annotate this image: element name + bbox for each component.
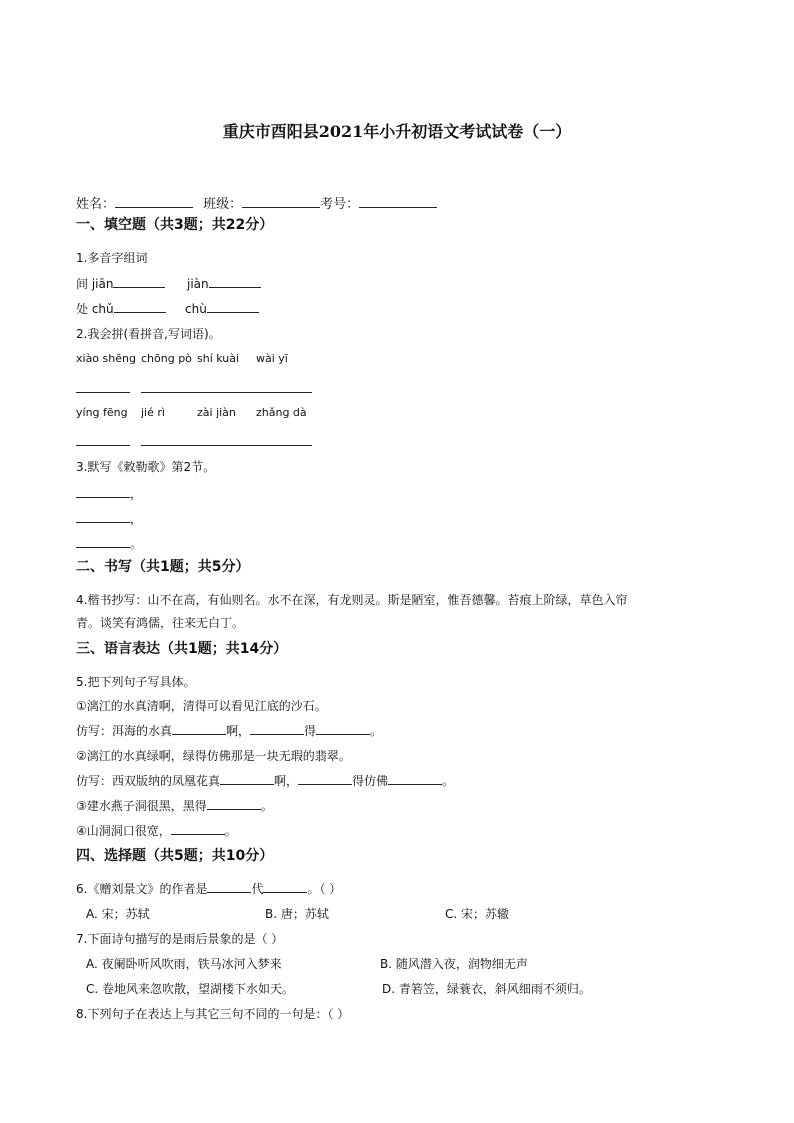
imitate-1-d: 。	[370, 724, 383, 738]
imitate-2-d: 。	[442, 774, 455, 788]
imitate-2-b: 啊，	[274, 774, 299, 788]
q2-pinyin-3: shí kuài	[197, 352, 240, 365]
imitate-blank[interactable]	[388, 772, 442, 785]
class-blank[interactable]	[242, 195, 320, 208]
q1-blank[interactable]	[114, 300, 166, 313]
q5-imitate-1	[76, 722, 382, 739]
sentence-4-a: ④山洞洞口很宽，	[76, 824, 171, 838]
imitate-1-c: 得	[304, 724, 317, 738]
q3-end-2: ，	[130, 512, 143, 526]
section-3-title: 三、语言表达（共1题；共14分）	[76, 641, 288, 657]
section-1-title: 一、填空题（共3题；共22分）	[76, 217, 274, 233]
q3-line-1	[76, 485, 142, 502]
sentence-blank[interactable]	[171, 822, 225, 835]
q5-imitate-2	[76, 772, 454, 789]
q5-sentence-4	[76, 822, 237, 839]
q2-answer-line[interactable]	[141, 445, 312, 446]
page-title: 重庆市酉阳县2021年小升初语文考试试卷（一）	[222, 122, 572, 141]
imitate-blank[interactable]	[220, 772, 274, 785]
q2-pinyin-5: yíng fēng	[76, 406, 128, 419]
imitate-blank[interactable]	[316, 722, 370, 735]
q7-text: 7.下面诗句描写的是雨后景象的是（ ）	[76, 932, 284, 946]
q1-row2-b	[185, 300, 259, 316]
q5-text: 5.把下列句子写具体。	[76, 675, 196, 689]
q1-blank[interactable]	[209, 275, 261, 288]
q6-blank[interactable]	[207, 880, 251, 893]
q1-blank[interactable]	[113, 275, 165, 288]
q6-option-c[interactable]: C. 宋；苏辙	[445, 907, 510, 921]
exam-no-label: 考号：	[320, 197, 360, 212]
q2-pinyin-6: jié rì	[141, 406, 165, 419]
imitate-blank[interactable]	[298, 772, 352, 785]
q6-c: 。（ ）	[307, 882, 342, 896]
imitate-1-b: 啊，	[226, 724, 251, 738]
q5-sentence-3	[76, 797, 273, 814]
q6-a: 6.《赠刘景文》的作者是	[76, 882, 208, 896]
q1-row1-b	[187, 275, 261, 291]
imitate-2-a: 仿写：西双版纳的凤凰花真	[76, 774, 221, 788]
q1-row1-a	[76, 275, 165, 292]
imitate-blank[interactable]	[250, 722, 304, 735]
q1-row1-a-label: 间 jiān	[76, 277, 114, 291]
q3-blank[interactable]	[76, 510, 130, 523]
q8-text: 8.下列句子在表达上与其它三句不同的一句是：（ ）	[76, 1007, 350, 1021]
q2-pinyin-2: chōng pò	[141, 352, 192, 365]
q2-text: 2.我会拼(看拼音,写词语)。	[76, 327, 221, 341]
sentence-blank[interactable]	[207, 797, 261, 810]
imitate-1-a: 仿写：洱海的水真	[76, 724, 173, 738]
q6-b: 代	[251, 882, 264, 896]
q2-pinyin-7: zài jiàn	[197, 406, 236, 419]
name-blank[interactable]	[115, 195, 193, 208]
q1-row2-a	[76, 300, 166, 317]
section-4-title: 四、选择题（共5题；共10分）	[76, 848, 274, 864]
q2-pinyin-8: zhǎng dà	[256, 406, 307, 419]
q2-pinyin-4: wài yī	[256, 352, 288, 365]
sentence-3-a: ③建水燕子洞很黑，黑得	[76, 799, 207, 813]
q7-option-b[interactable]: B. 随风潜入夜，润物细无声	[380, 957, 528, 971]
q5-sentence-1: ①漓江的水真清啊，清得可以看见江底的沙石。	[76, 699, 327, 713]
q2-answer-line[interactable]	[141, 392, 312, 393]
q1-text: 1.多音字组词	[76, 251, 148, 265]
q4-line-1: 4.楷书抄写：山不在高，有仙则名。水不在深，有龙则灵。斯是陋室，惟吾德馨。苔痕上阶绿，草色入帘	[76, 593, 628, 607]
student-info-line	[76, 193, 437, 212]
q3-line-3	[76, 535, 142, 552]
class-label: 班级：	[203, 197, 243, 212]
q3-line-2	[76, 510, 142, 527]
section-2-title: 二、书写（共1题；共5分）	[76, 559, 250, 575]
q2-answer-line[interactable]	[76, 392, 130, 393]
q6-blank[interactable]	[263, 880, 307, 893]
q3-blank[interactable]	[76, 485, 130, 498]
q1-blank[interactable]	[207, 300, 259, 313]
name-label: 姓名：	[76, 197, 116, 212]
sentence-4-b: 。	[224, 824, 237, 838]
q5-sentence-2: ②漓江的水真绿啊，绿得仿佛那是一块无瑕的翡翠。	[76, 749, 351, 763]
q7-option-a[interactable]: A. 夜阑卧听风吹雨，铁马冰河入梦来	[86, 957, 282, 971]
q7-option-c[interactable]: C. 卷地风来忽吹散，望湖楼下水如天。	[86, 982, 295, 996]
q7-option-d[interactable]: D. 青箬笠，绿蓑衣，斜风细雨不须归。	[382, 982, 591, 996]
q6-option-a[interactable]: A. 宋；苏轼	[86, 907, 150, 921]
imitate-2-c: 得仿佛	[352, 774, 389, 788]
q3-text: 3.默写《敕勒歌》第2节。	[76, 460, 216, 474]
q1-row1-b-label: jiàn	[187, 277, 209, 291]
q3-end-1: ，	[130, 487, 143, 501]
q2-pinyin-1: xiào shēng	[76, 352, 136, 365]
sentence-3-b: 。	[260, 799, 273, 813]
q2-answer-line[interactable]	[76, 445, 130, 446]
q6-text	[76, 880, 341, 897]
q1-row2-b-label: chù	[185, 302, 207, 316]
q4-line-2: 青。谈笑有鸿儒，往来无白丁。	[76, 616, 245, 630]
exam-no-blank[interactable]	[359, 195, 437, 208]
q3-end-3: 。	[130, 537, 143, 551]
q6-option-b[interactable]: B. 唐；苏轼	[265, 907, 329, 921]
imitate-blank[interactable]	[172, 722, 226, 735]
q1-row2-a-label: 处 chǔ	[76, 302, 114, 316]
q3-blank[interactable]	[76, 535, 130, 548]
